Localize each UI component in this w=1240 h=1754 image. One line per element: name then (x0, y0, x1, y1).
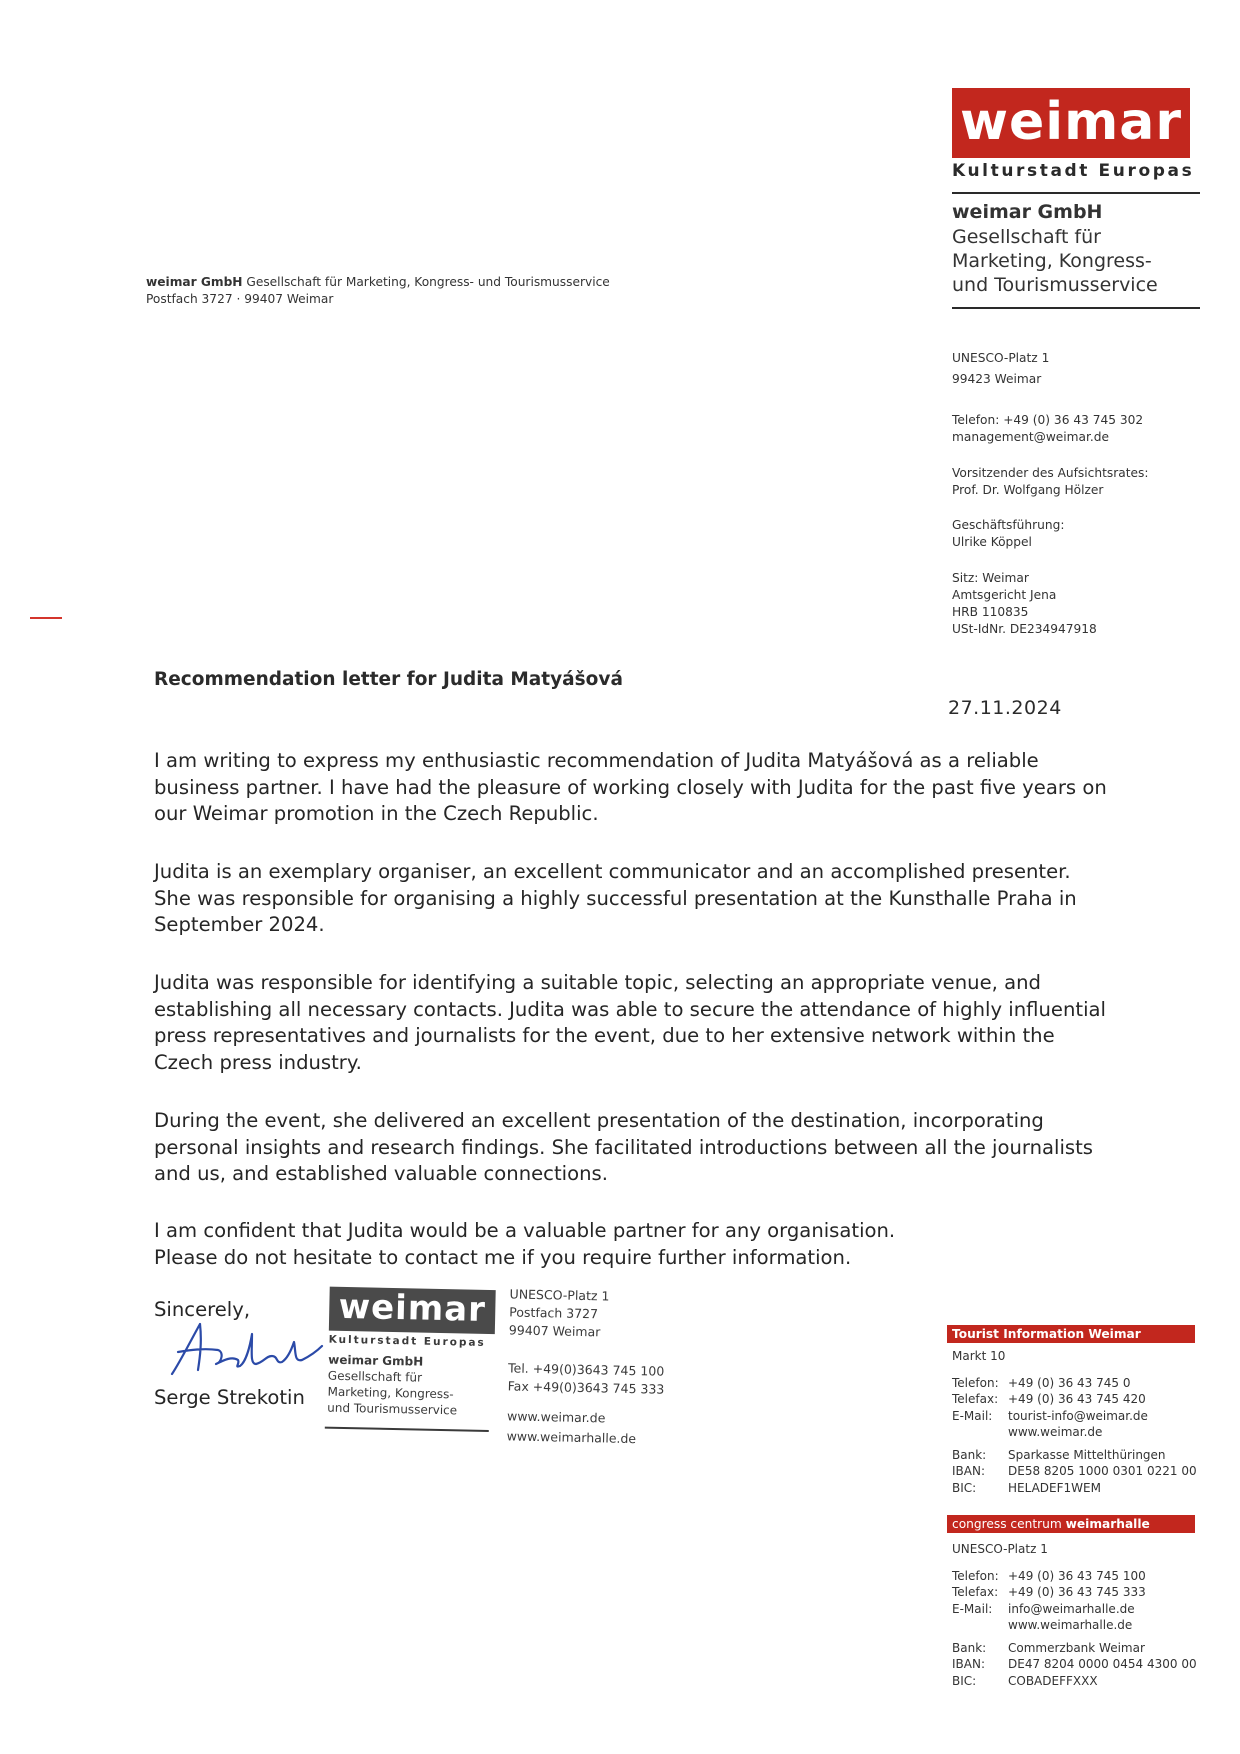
bank-row (952, 1656, 1197, 1673)
paragraph-line: business partner. I have had the pleasure of working closely with Judita for the past five years on (154, 775, 1107, 799)
contact-row (952, 1375, 1197, 1392)
paragraph-line: Judita is an exemplary organiser, an excellent communicator and an accomplished presenter. (154, 860, 1071, 883)
paragraph-line: press representatives and journalists for the event, due to her extensive network within the (154, 1024, 1055, 1047)
contact-value: +49 (0) 36 43 745 333 (1008, 1585, 1146, 1599)
paragraph (154, 1218, 1204, 1271)
stamp-logo-text: weimar (338, 1286, 487, 1330)
paragraph-line: our Weimar promotion in the Czech Republic. (154, 802, 599, 825)
contact-value: +49 (0) 36 43 745 0 (1008, 1375, 1131, 1390)
sender-line (146, 275, 610, 289)
tourist-info-details (952, 1348, 1197, 1496)
contact-row (952, 1617, 1197, 1634)
stamp-line: Gesellschaft für (327, 1368, 423, 1385)
management-info (952, 517, 1064, 551)
tourist-info-address: Markt 10 (952, 1349, 1006, 1363)
stamp-web: www.weimar.de (506, 1408, 606, 1426)
board-info (952, 465, 1148, 499)
contact-key: Telefax: (952, 1392, 999, 1406)
bank-row (952, 1640, 1197, 1657)
header-rule-bottom (952, 307, 1200, 309)
paragraph-line: September 2024. (154, 913, 325, 936)
bank-value: HELADEF1WEM (1008, 1480, 1101, 1495)
letter-date: 27.11.2024 (948, 697, 1062, 719)
paragraph-line: I am writing to express my enthusiastic recommendation of Judita Matyášová as a reliable (154, 749, 1039, 772)
paragraph-line: and us, and established valuable connections. (154, 1162, 608, 1185)
contact-row (952, 1408, 1197, 1425)
contact-row (952, 1391, 1197, 1408)
bank-key: IBAN: (952, 1657, 985, 1671)
contact-value: www.weimar.de (1008, 1425, 1103, 1439)
contact-key: E-Mail: (952, 1601, 993, 1616)
sender-company-desc: Gesellschaft für Marketing, Kongress- und Tourismusservice (242, 275, 610, 289)
stamp-address: UNESCO-Platz 1 (509, 1286, 610, 1304)
contact-key: E-Mail: (952, 1408, 993, 1423)
company-address (952, 350, 1049, 388)
bank-value: DE47 8204 0000 0454 4300 00 (1008, 1657, 1197, 1671)
bank-row (952, 1673, 1197, 1690)
stamp-rule (325, 1427, 489, 1432)
stamp-address: 99407 Weimar (508, 1322, 601, 1340)
contact-value: info@weimarhalle.de (1008, 1601, 1135, 1616)
contact-value: tourist-info@weimar.de (1008, 1408, 1148, 1423)
header-rule-top (952, 192, 1200, 194)
fold-mark (30, 617, 62, 619)
contact-row (952, 1424, 1197, 1441)
org-sub-line: Marketing, Kongress- (952, 250, 1152, 272)
stamp-line: und Tourismusservice (327, 1400, 458, 1418)
registry-line: USt-IdNr. DE234947918 (952, 622, 1097, 636)
address-line: 99423 Weimar (952, 372, 1042, 386)
congress-title-bold: weimarhalle (1065, 1517, 1150, 1531)
bank-key: Bank: (952, 1447, 987, 1462)
paragraph-line: I am confident that Judita would be a valuable partner for any organisation. (154, 1219, 896, 1242)
congress-address: UNESCO-Platz 1 (952, 1542, 1048, 1556)
registry-line: HRB 110835 (952, 605, 1029, 619)
sender-company: weimar GmbH (146, 275, 243, 289)
stamp-tagline: Kulturstadt Europas (328, 1333, 486, 1349)
paragraph (154, 1108, 1204, 1188)
company-contact (952, 412, 1143, 446)
bank-row (952, 1480, 1197, 1497)
weimar-logo (952, 88, 1190, 158)
contact-key (952, 1424, 1008, 1441)
paragraph (154, 970, 1204, 1076)
congress-header (947, 1515, 1195, 1533)
tourist-info-title: Tourist Information Weimar (952, 1327, 1141, 1341)
paragraph-line: She was responsible for organising a highly successful presentation at the Kunsthalle Praha in (154, 886, 1077, 910)
paragraph-line: Czech press industry. (154, 1050, 362, 1074)
address-line: UNESCO-Platz 1 (952, 351, 1050, 365)
paragraph-line: establishing all necessary contacts. Judita was able to secure the attendance of highly influential (154, 997, 1106, 1021)
paragraph-line: Please do not hesitate to contact me if you require further information. (154, 1245, 852, 1269)
paragraph-line: Judita was responsible for identifying a suitable topic, selecting an appropriate venue, and (154, 971, 1041, 994)
paragraph (154, 748, 1204, 828)
org-sub-line: Gesellschaft für (952, 226, 1101, 248)
registry-line: Sitz: Weimar (952, 571, 1029, 585)
paragraph (154, 859, 1204, 939)
paragraph-line: During the event, she delivered an excellent presentation of the destination, incorporating (154, 1109, 1044, 1132)
org-name: weimar GmbH (952, 201, 1103, 223)
bank-key: BIC: (952, 1480, 977, 1495)
signer-name: Serge Strekotin (154, 1386, 305, 1409)
contact-value: +49 (0) 36 43 745 100 (1008, 1568, 1146, 1583)
bank-row (952, 1463, 1197, 1480)
contact-row (952, 1584, 1197, 1601)
stamp-web: www.weimarhalle.de (506, 1428, 637, 1447)
bank-row (952, 1447, 1197, 1464)
tourist-info-header (947, 1325, 1195, 1343)
contact-key: Telefon: (952, 1568, 999, 1583)
contact-row (952, 1601, 1197, 1618)
contact-key: Telefax: (952, 1585, 999, 1599)
contact-key (952, 1617, 1008, 1634)
closing: Sincerely, (154, 1298, 251, 1321)
registry-line: Amtsgericht Jena (952, 588, 1057, 602)
logo-tagline: Kulturstadt Europas (952, 161, 1195, 181)
congress-title-prefix: congress centrum (952, 1517, 1066, 1531)
company-stamp (316, 1278, 665, 1465)
contact-key: Telefon: (952, 1375, 999, 1390)
contact-value: +49 (0) 36 43 745 420 (1008, 1392, 1146, 1406)
stamp-phone: Tel. +49(0)3643 745 100 (507, 1360, 665, 1379)
bank-value: DE58 8205 1000 0301 0221 00 (1008, 1464, 1197, 1478)
congress-details (952, 1541, 1197, 1689)
management-label: Geschäftsführung: (952, 518, 1065, 532)
letter-subject: Recommendation letter for Judita Matyášová (154, 669, 623, 690)
bank-key: BIC: (952, 1673, 977, 1688)
board-chair: Prof. Dr. Wolfgang Hölzer (952, 483, 1104, 497)
bank-value: Commerzbank Weimar (1008, 1640, 1145, 1655)
contact-row (952, 1568, 1197, 1585)
handwritten-signature (160, 1312, 330, 1382)
bank-value: COBADEFFXXX (1008, 1673, 1098, 1688)
registry-info (952, 570, 1097, 638)
board-label: Vorsitzender des Aufsichtsrates: (952, 466, 1149, 480)
org-sub-line: und Tourismusservice (952, 274, 1158, 296)
bank-value: Sparkasse Mittelthüringen (1008, 1447, 1166, 1462)
phone-line: Telefon: +49 (0) 36 43 745 302 (952, 413, 1144, 427)
paragraph-line: personal insights and research findings. She facilitated introductions between all the journalists (154, 1135, 1094, 1159)
stamp-line: Marketing, Kongress- (327, 1384, 454, 1402)
bank-key: Bank: (952, 1640, 987, 1655)
contact-value: www.weimarhalle.de (1008, 1618, 1133, 1632)
stamp-logo (329, 1287, 496, 1334)
management-name: Ulrike Köppel (952, 535, 1032, 549)
stamp-fax: Fax +49(0)3643 745 333 (507, 1378, 665, 1397)
email-line: management@weimar.de (952, 430, 1110, 444)
stamp-address: Postfach 3727 (509, 1304, 599, 1322)
stamp-org: weimar GmbH (328, 1352, 424, 1369)
bank-key: IBAN: (952, 1464, 985, 1478)
logo-text: weimar (959, 92, 1183, 152)
sender-postal: Postfach 3727 · 99407 Weimar (146, 292, 334, 306)
